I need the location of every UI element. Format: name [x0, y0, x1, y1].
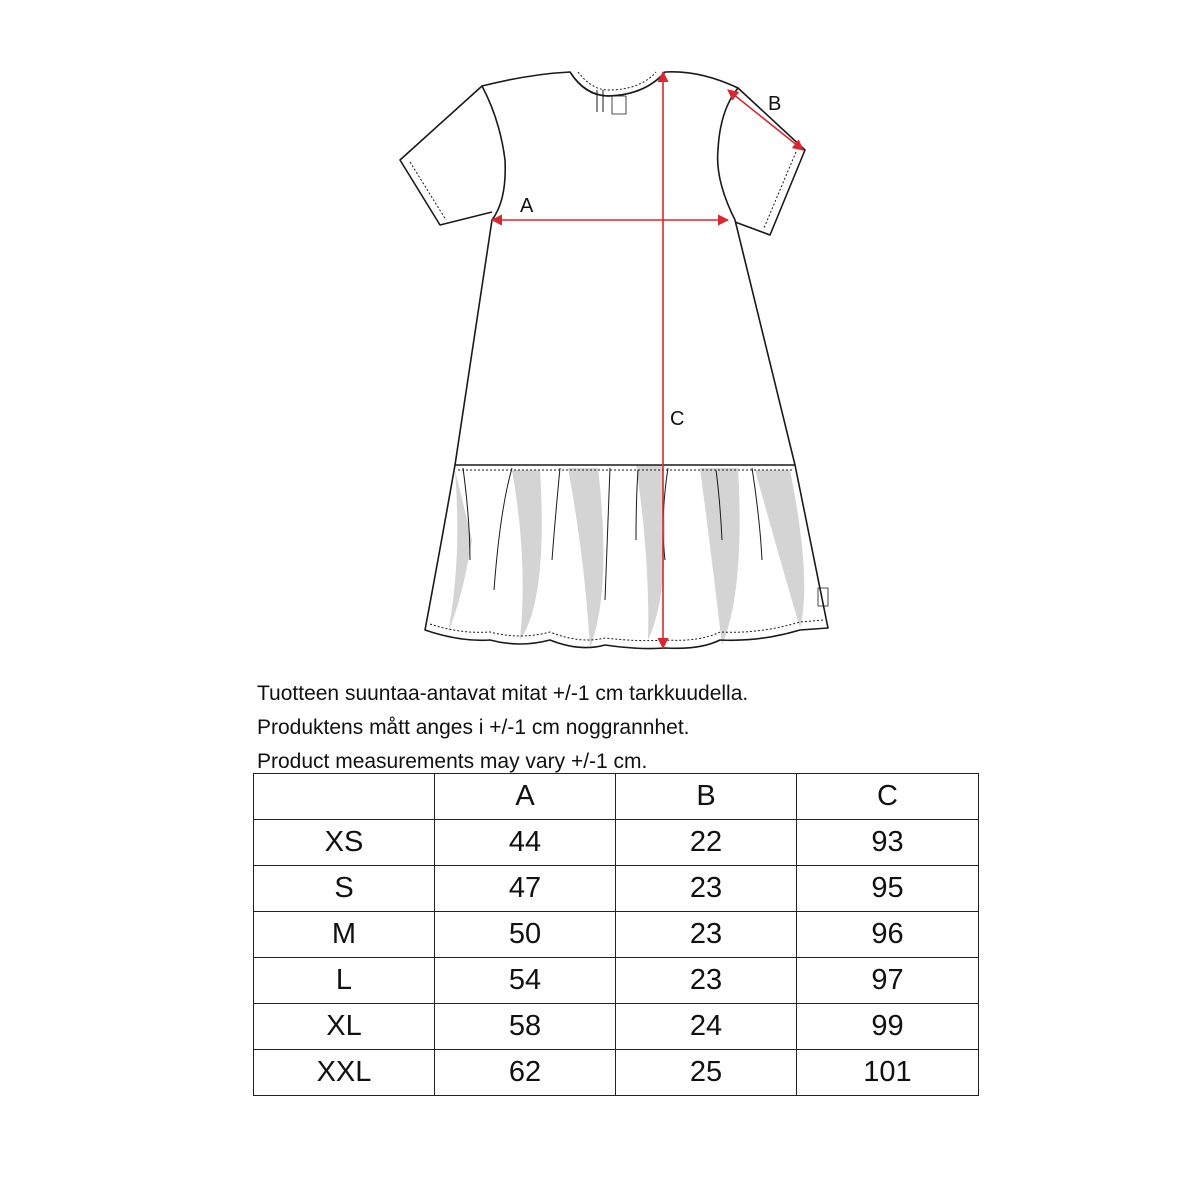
size-cell: M [254, 912, 435, 958]
table-row [254, 1004, 979, 1050]
header-cell-c: C [797, 774, 979, 820]
measurement-notes [257, 677, 997, 779]
size-table [253, 773, 979, 1096]
value-cell-a: 54 [435, 958, 616, 1004]
size-cell: L [254, 958, 435, 1004]
value-cell-b: 25 [616, 1050, 797, 1096]
label-b: B [768, 93, 782, 115]
value-cell-c: 99 [797, 1004, 979, 1050]
value-cell-b: 23 [616, 958, 797, 1004]
note-finnish: Tuotteen suuntaa-antavat mitat +/-1 cm tarkkuudella. [257, 682, 749, 705]
size-cell: XL [254, 1004, 435, 1050]
value-cell-a: 62 [435, 1050, 616, 1096]
size-cell: XS [254, 820, 435, 866]
note-english: Product measurements may vary +/-1 cm. [257, 750, 648, 773]
value-cell-b: 23 [616, 866, 797, 912]
label-c: C [670, 408, 685, 430]
measure-line-b [728, 90, 803, 150]
value-cell-a: 58 [435, 1004, 616, 1050]
label-a: A [520, 195, 534, 217]
skirt-shading [448, 465, 804, 648]
header-cell-a: A [435, 774, 616, 820]
value-cell-c: 97 [797, 958, 979, 1004]
value-cell-c: 96 [797, 912, 979, 958]
value-cell-a: 47 [435, 866, 616, 912]
table-row [254, 820, 979, 866]
header-cell [254, 774, 435, 820]
table-row [254, 1050, 979, 1096]
value-cell-a: 44 [435, 820, 616, 866]
value-cell-c: 95 [797, 866, 979, 912]
value-cell-b: 24 [616, 1004, 797, 1050]
value-cell-c: 101 [797, 1050, 979, 1096]
table-row [254, 912, 979, 958]
value-cell-b: 23 [616, 912, 797, 958]
note-swedish: Produktens mått anges i +/-1 cm noggrannhet. [257, 716, 690, 739]
value-cell-b: 22 [616, 820, 797, 866]
value-cell-c: 93 [797, 820, 979, 866]
value-cell-a: 50 [435, 912, 616, 958]
table-row [254, 958, 979, 1004]
size-cell: XXL [254, 1050, 435, 1096]
size-cell: S [254, 866, 435, 912]
header-cell-b: B [616, 774, 797, 820]
table-header-row [254, 774, 979, 820]
table-row [254, 866, 979, 912]
